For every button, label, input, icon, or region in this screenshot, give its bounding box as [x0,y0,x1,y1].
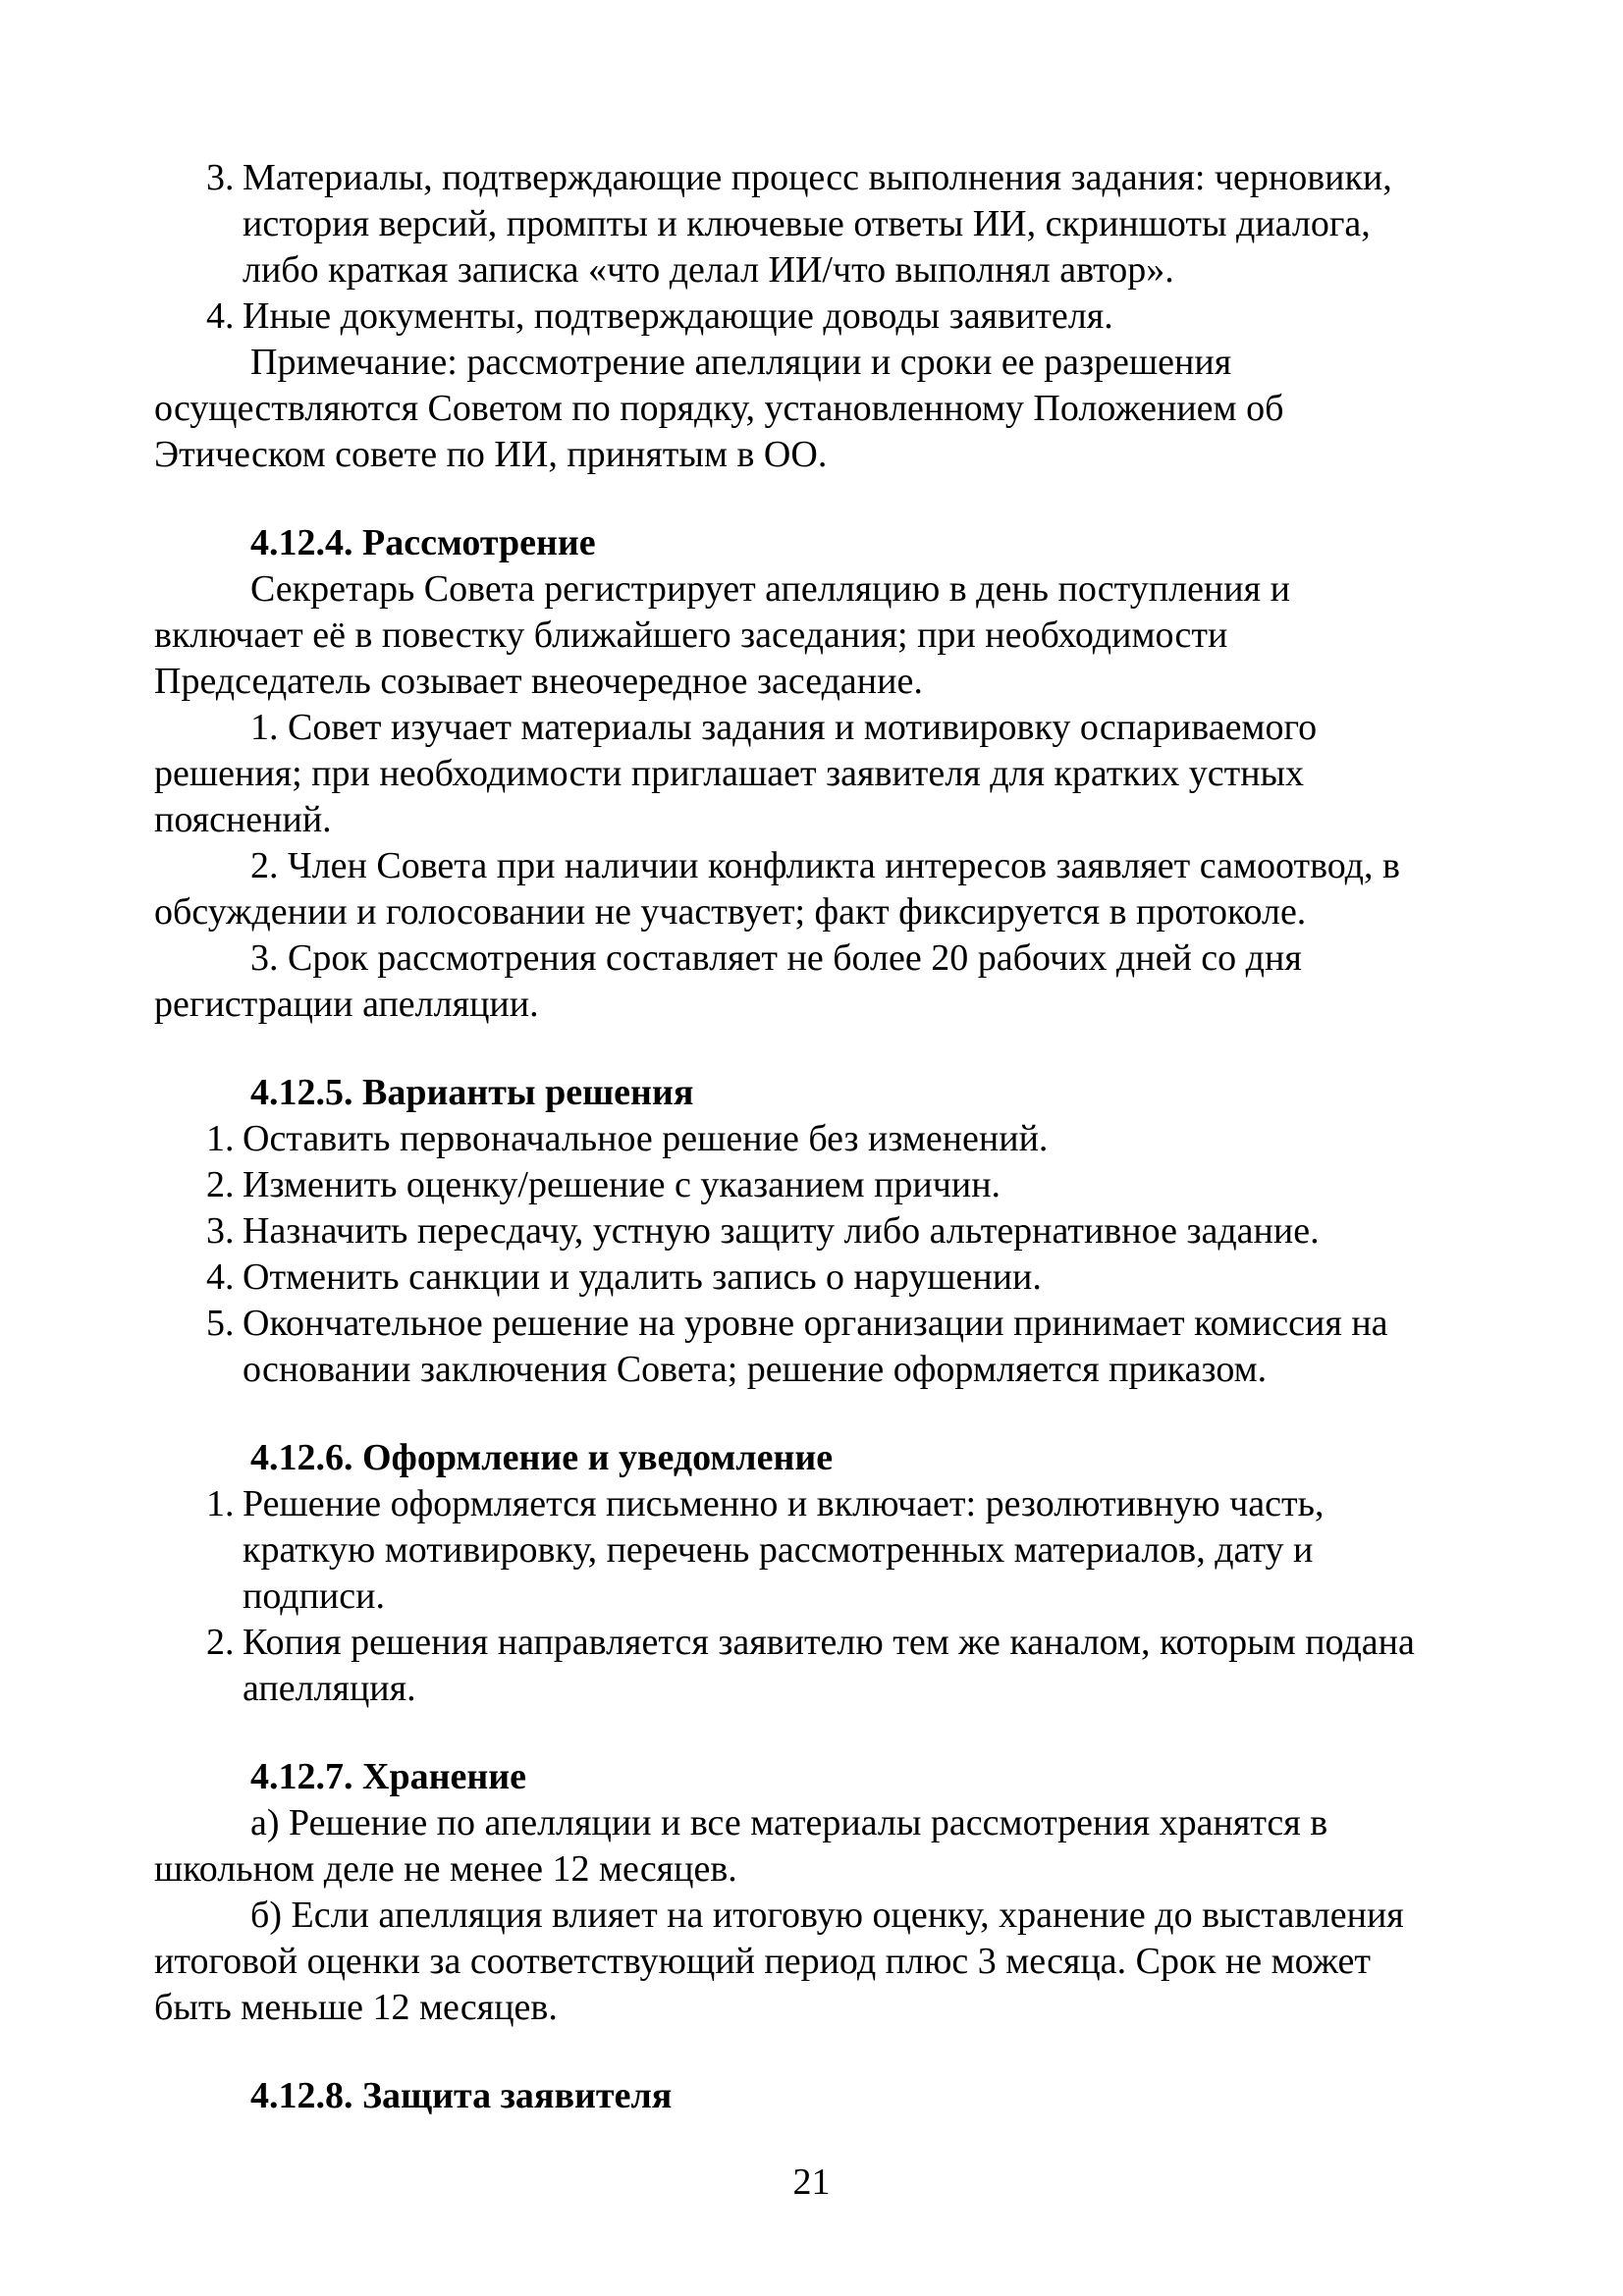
list-item-text: Назначить пересдачу, устную защиту либо альтернативное задание. [243,1210,1320,1252]
paragraph-line: Председатель созывает внеочередное заседание. [154,661,923,702]
paragraph-line: Этическом совете по ИИ, принятым в ОО. [154,434,828,475]
list-item-text: Решение оформляется письменно и включает: резолютивную часть, [243,1483,1325,1524]
list-item-line [206,1620,1548,1666]
list-item-line [206,1301,1548,1347]
paragraph-line: пояснений. [154,799,332,840]
list-item-line: апелляция. [243,1668,416,1709]
list-item-number: 2. [206,1622,235,1663]
list-item-number: 3. [206,1210,235,1252]
list-item-text: Изменить оценку/решение с указанием причин. [243,1164,1001,1205]
section-heading: 4.12.4. Рассмотрение [250,522,596,563]
list-item-text: Окончательное решение на уровне организации принимает комиссия на [243,1303,1388,1344]
section-heading: 4.12.6. Оформление и уведомление [250,1437,834,1478]
list-item-number: 4. [206,1256,235,1298]
list-item-line: основании заключения Совета; решение оформляется приказом. [243,1349,1268,1390]
list-item-line [206,155,1548,201]
list-item-text: Иные документы, подтверждающие доводы заявителя. [243,295,1113,337]
paragraph-line: школьном деле не менее 12 месяцев. [154,1848,737,1890]
paragraph-line: 2. Член Совета при наличии конфликта интересов заявляет самоотвод, в [250,845,1400,886]
list-item-line: история версий, промпты и ключевые ответы ИИ, скриншоты диалога, [243,203,1371,244]
list-item-line [206,1208,1548,1255]
document-content [154,155,1548,2119]
list-item-line [206,1481,1548,1527]
list-item-line [206,294,1548,340]
list-item-text: Материалы, подтверждающие процесс выполнения задания: черновики, [243,157,1392,198]
list-item-line [206,1162,1548,1208]
paragraph-line: 1. Совет изучает материалы задания и мотивировку оспариваемого [250,707,1318,748]
list-item-number: 3. [206,157,235,198]
paragraph-line: а) Решение по апелляции и все материалы рассмотрения хранятся в [250,1802,1328,1843]
paragraph-line: итоговой оценки за соответствующий период плюс 3 месяца. Срок не может [154,1941,1371,1982]
paragraph-line: регистрации апелляции. [154,984,539,1025]
paragraph-line: Секретарь Совета регистрирует апелляцию в день поступления и [250,568,1290,610]
list-item-text: Отменить санкции и удалить запись о нарушении. [243,1256,1042,1298]
paragraph-line: быть меньше 12 месяцев. [154,1987,558,2028]
section-heading: 4.12.5. Варианты решения [250,1072,694,1113]
paragraph-line: осуществляются Советом по порядку, установленному Положением об [154,388,1284,429]
list-item-line [206,1255,1548,1301]
paragraph-line: 3. Срок рассмотрения составляет не более 20 рабочих дней со дня [250,937,1302,979]
list-item-text: Копия решения направляется заявителю тем же каналом, которым подана [243,1622,1415,1663]
paragraph-line: включает её в повестку ближайшего заседания; при необходимости [154,614,1228,656]
paragraph-line: обсуждении и голосовании не участвует; факт фиксируется в протоколе. [154,891,1307,933]
list-item-line: краткую мотивировку, перечень рассмотренных материалов, дату и [243,1529,1314,1571]
section-heading: 4.12.7. Хранение [250,1756,526,1797]
list-item-line [206,1116,1548,1162]
list-item-number: 1. [206,1483,235,1524]
list-item-number: 2. [206,1164,235,1205]
list-item-line: либо краткая записка «что делал ИИ/что выполнял автор». [243,249,1174,291]
list-item-line: подписи. [243,1575,385,1617]
page-number: 21 [792,2162,831,2203]
paragraph-line: Примечание: рассмотрение апелляции и сроки ее разрешения [250,342,1232,383]
list-item-number: 4. [206,295,235,337]
section-heading: 4.12.8. Защита заявителя [250,2075,673,2116]
paragraph-line: решения; при необходимости приглашает заявителя для кратких устных [154,753,1305,794]
list-item-number: 1. [206,1118,235,1159]
list-item-number: 5. [206,1303,235,1344]
paragraph-line: б) Если апелляция влияет на итоговую оценку, хранение до выставления [250,1895,1404,1936]
list-item-text: Оставить первоначальное решение без изменений. [243,1118,1049,1159]
